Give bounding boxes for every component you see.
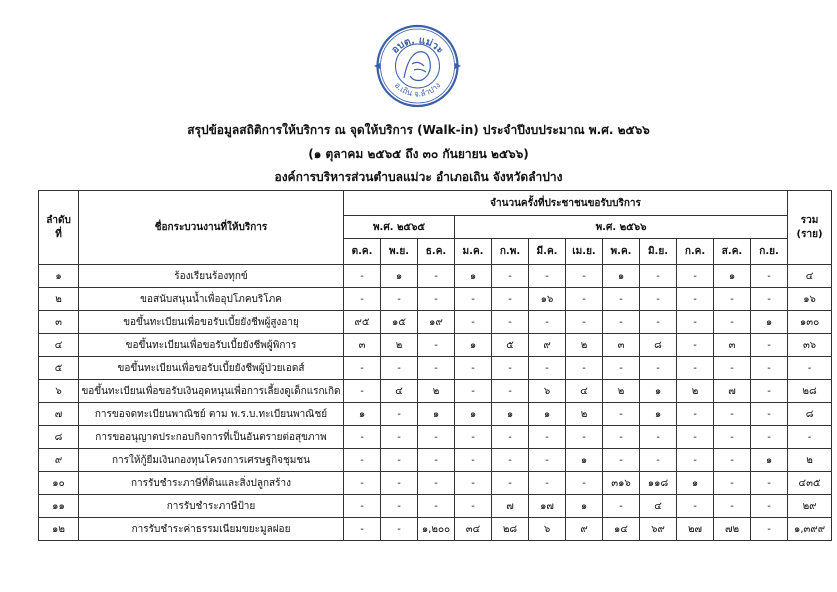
month-count: - bbox=[381, 403, 418, 426]
row-number: ๑ bbox=[39, 265, 79, 288]
month-count: - bbox=[566, 472, 603, 495]
row-total: ๒ bbox=[788, 449, 832, 472]
month-count: - bbox=[344, 426, 381, 449]
month-count: ๒ bbox=[603, 380, 640, 403]
header-month: ก.ค. bbox=[677, 239, 714, 265]
header-month: มิ.ย. bbox=[640, 239, 677, 265]
month-count: ๑๖ bbox=[529, 288, 566, 311]
organization-name: องค์การบริหารส่วนตำบลแม่วะ อำเภอเถิน จังหวัดลำปาง bbox=[274, 170, 563, 184]
report-period: (๑ ตุลาคม ๒๕๖๕ ถึง ๓๐ กันยายน ๒๕๖๖) bbox=[308, 147, 529, 161]
service-name: ขอขึ้นทะเบียนเพื่อขอรับเงินอุดหนุนเพื่อการเลี้ยงดูเด็กแรกเกิด bbox=[79, 380, 344, 403]
month-count: - bbox=[381, 472, 418, 495]
month-count: - bbox=[751, 495, 788, 518]
row-number: ๑๐ bbox=[39, 472, 79, 495]
month-count: - bbox=[751, 472, 788, 495]
month-count: - bbox=[640, 449, 677, 472]
header-month: ม.ค. bbox=[455, 239, 492, 265]
month-count: - bbox=[566, 426, 603, 449]
row-number: ๕ bbox=[39, 357, 79, 380]
header-month: มี.ค. bbox=[529, 239, 566, 265]
month-count: - bbox=[640, 426, 677, 449]
row-number: ๗ bbox=[39, 403, 79, 426]
month-count: - bbox=[344, 472, 381, 495]
month-count: - bbox=[455, 380, 492, 403]
month-count: - bbox=[455, 472, 492, 495]
service-name: ขอขึ้นทะเบียนเพื่อขอรับเบี้ยยังชีพผู้พิการ bbox=[79, 334, 344, 357]
month-count: ๑ bbox=[603, 265, 640, 288]
month-count: ๔ bbox=[640, 495, 677, 518]
table-row bbox=[39, 518, 832, 541]
month-count: - bbox=[381, 357, 418, 380]
month-count: ๑ bbox=[492, 403, 529, 426]
month-count: - bbox=[492, 426, 529, 449]
month-count: ๑ bbox=[455, 403, 492, 426]
month-count: - bbox=[677, 495, 714, 518]
service-name: ขอขึ้นทะเบียนเพื่อขอรับเบี้ยยังชีพผู้สูงอายุ bbox=[79, 311, 344, 334]
header-month: ก.พ. bbox=[492, 239, 529, 265]
month-count: - bbox=[418, 357, 455, 380]
service-name: การให้กู้ยืมเงินกองทุนโครงการเศรษฐกิจชุมชน bbox=[79, 449, 344, 472]
month-count: ๒ bbox=[677, 380, 714, 403]
month-count: ๒ bbox=[566, 403, 603, 426]
month-count: ๑,๒๐๐ bbox=[418, 518, 455, 541]
month-count: - bbox=[751, 334, 788, 357]
service-name: การรับชำระภาษีที่ดินและสิ่งปลูกสร้าง bbox=[79, 472, 344, 495]
row-total: ๑๓๐ bbox=[788, 311, 832, 334]
month-count: ๙๕ bbox=[344, 311, 381, 334]
month-count: - bbox=[344, 380, 381, 403]
service-name: การรับชำระค่าธรรมเนียมขยะมูลฝอย bbox=[79, 518, 344, 541]
month-count: ๙ bbox=[529, 334, 566, 357]
month-count: ๑ bbox=[455, 334, 492, 357]
month-count: - bbox=[640, 357, 677, 380]
month-count: - bbox=[418, 472, 455, 495]
header-count-group: จำนวนครั้งที่ประชาชนขอรับบริการ bbox=[344, 191, 788, 216]
month-count: - bbox=[603, 426, 640, 449]
month-count: - bbox=[677, 403, 714, 426]
month-count: - bbox=[566, 288, 603, 311]
header-service-name: ชื่อกระบวนงานที่ให้บริการ bbox=[79, 191, 344, 265]
month-count: - bbox=[714, 449, 751, 472]
month-count: - bbox=[751, 403, 788, 426]
header-month: ต.ค. bbox=[344, 239, 381, 265]
month-count: ๗๒ bbox=[714, 518, 751, 541]
table-row bbox=[39, 311, 832, 334]
month-count: - bbox=[529, 265, 566, 288]
header-month: เม.ย. bbox=[566, 239, 603, 265]
month-count: - bbox=[455, 288, 492, 311]
month-count: ๘ bbox=[640, 334, 677, 357]
month-count: ๕ bbox=[492, 334, 529, 357]
month-count: - bbox=[677, 288, 714, 311]
month-count: - bbox=[455, 311, 492, 334]
row-number: ๘ bbox=[39, 426, 79, 449]
month-count: - bbox=[344, 495, 381, 518]
row-total: ๘ bbox=[788, 403, 832, 426]
month-count: - bbox=[714, 403, 751, 426]
month-count: - bbox=[714, 288, 751, 311]
row-number: ๖ bbox=[39, 380, 79, 403]
month-count: - bbox=[677, 357, 714, 380]
month-count: ๓ bbox=[344, 334, 381, 357]
row-total: - bbox=[788, 426, 832, 449]
month-count: - bbox=[640, 288, 677, 311]
month-count: ๒ bbox=[566, 334, 603, 357]
month-count: - bbox=[418, 449, 455, 472]
table-row bbox=[39, 288, 832, 311]
header-month: ส.ค. bbox=[714, 239, 751, 265]
month-count: - bbox=[714, 357, 751, 380]
header-month: พ.ค. bbox=[603, 239, 640, 265]
month-count: - bbox=[492, 380, 529, 403]
month-count: - bbox=[714, 495, 751, 518]
month-count: - bbox=[492, 311, 529, 334]
service-name: การรับชำระภาษีป้าย bbox=[79, 495, 344, 518]
month-count: ๙ bbox=[566, 518, 603, 541]
month-count: ๑ bbox=[418, 403, 455, 426]
month-count: - bbox=[418, 334, 455, 357]
month-count: - bbox=[492, 357, 529, 380]
month-count: - bbox=[714, 311, 751, 334]
month-count: ๑ bbox=[566, 449, 603, 472]
month-count: - bbox=[381, 426, 418, 449]
month-count: ๒๗ bbox=[677, 518, 714, 541]
month-count: - bbox=[418, 288, 455, 311]
row-total: - bbox=[788, 357, 832, 380]
month-count: - bbox=[603, 449, 640, 472]
row-total: ๒๙ bbox=[788, 495, 832, 518]
month-count: - bbox=[529, 311, 566, 334]
month-count: ๑๕ bbox=[381, 311, 418, 334]
month-count: - bbox=[677, 449, 714, 472]
month-count: - bbox=[603, 403, 640, 426]
month-count: - bbox=[603, 288, 640, 311]
month-count: - bbox=[677, 334, 714, 357]
header-month: ธ.ค. bbox=[418, 239, 455, 265]
table-row bbox=[39, 449, 832, 472]
month-count: - bbox=[751, 265, 788, 288]
service-name: การขอจดทะเบียนพาณิชย์ ตาม พ.ร.บ.ทะเบียนพาณิชย์ bbox=[79, 403, 344, 426]
month-count: - bbox=[603, 495, 640, 518]
month-count: ๑ bbox=[566, 495, 603, 518]
month-count: - bbox=[529, 357, 566, 380]
month-count: - bbox=[751, 380, 788, 403]
month-count: - bbox=[455, 357, 492, 380]
report-title: สรุปข้อมูลสถิติการให้บริการ ณ จุดให้บริการ (Walk-in) ประจำปีงบประมาณ พ.ศ. ๒๕๖๖ bbox=[187, 123, 650, 137]
month-count: - bbox=[381, 495, 418, 518]
month-count: ๑๔ bbox=[603, 518, 640, 541]
row-number: ๑๒ bbox=[39, 518, 79, 541]
header-no: ลำดับ ที่ bbox=[39, 191, 79, 265]
month-count: - bbox=[751, 357, 788, 380]
month-count: - bbox=[418, 495, 455, 518]
month-count: ๑ bbox=[640, 380, 677, 403]
service-name: ร้องเรียนร้องทุกข์ bbox=[79, 265, 344, 288]
header-total: รวม (ราย) bbox=[788, 191, 832, 265]
table-row bbox=[39, 472, 832, 495]
month-count: - bbox=[381, 449, 418, 472]
month-count: ๗ bbox=[714, 380, 751, 403]
month-count: ๑ bbox=[677, 472, 714, 495]
month-count: ๑ bbox=[714, 265, 751, 288]
header-month: พ.ย. bbox=[381, 239, 418, 265]
row-number: ๒ bbox=[39, 288, 79, 311]
month-count: ๔ bbox=[381, 380, 418, 403]
month-count: ๖ bbox=[529, 380, 566, 403]
table-row bbox=[39, 495, 832, 518]
service-name: ขอขึ้นทะเบียนเพื่อขอรับเบี้ยยังชีพผู้ป่วยเอดส์ bbox=[79, 357, 344, 380]
month-count: - bbox=[381, 518, 418, 541]
month-count: - bbox=[344, 288, 381, 311]
row-total: ๑๖ bbox=[788, 288, 832, 311]
month-count: ๑๑๘ bbox=[640, 472, 677, 495]
month-count: - bbox=[751, 426, 788, 449]
month-count: - bbox=[603, 357, 640, 380]
row-number: ๙ bbox=[39, 449, 79, 472]
month-count: - bbox=[418, 265, 455, 288]
month-count: - bbox=[529, 426, 566, 449]
month-count: ๑ bbox=[640, 403, 677, 426]
month-count: ๖๙ bbox=[640, 518, 677, 541]
month-count: - bbox=[677, 426, 714, 449]
month-count: - bbox=[751, 518, 788, 541]
month-count: - bbox=[492, 472, 529, 495]
month-count: - bbox=[714, 426, 751, 449]
row-number: ๔ bbox=[39, 334, 79, 357]
month-count: - bbox=[529, 449, 566, 472]
header-month: ก.ย. bbox=[751, 239, 788, 265]
seal-top-text: อบต. แม่วะ bbox=[389, 35, 446, 56]
month-count: - bbox=[529, 472, 566, 495]
organization-seal bbox=[370, 20, 465, 112]
table-row bbox=[39, 334, 832, 357]
month-count: - bbox=[714, 472, 751, 495]
month-count: - bbox=[640, 265, 677, 288]
svg-text:อ.เถิน จ.ลำปาง bbox=[393, 81, 443, 99]
row-total: ๔๓๕ bbox=[788, 472, 832, 495]
month-count: ๑๗ bbox=[529, 495, 566, 518]
table-row bbox=[39, 265, 832, 288]
row-total: ๓๖ bbox=[788, 334, 832, 357]
row-total: ๒๘ bbox=[788, 380, 832, 403]
month-count: - bbox=[344, 449, 381, 472]
table-row bbox=[39, 357, 832, 380]
month-count: ๗ bbox=[492, 495, 529, 518]
month-count: ๑ bbox=[344, 403, 381, 426]
month-count: ๒ bbox=[381, 334, 418, 357]
month-count: - bbox=[344, 265, 381, 288]
month-count: - bbox=[455, 449, 492, 472]
month-count: ๓๔ bbox=[455, 518, 492, 541]
month-count: - bbox=[603, 311, 640, 334]
month-count: - bbox=[492, 449, 529, 472]
month-count: - bbox=[381, 288, 418, 311]
table-row bbox=[39, 380, 832, 403]
month-count: - bbox=[344, 518, 381, 541]
month-count: ๓ bbox=[603, 334, 640, 357]
month-count: - bbox=[492, 265, 529, 288]
month-count: - bbox=[455, 495, 492, 518]
month-count: - bbox=[677, 311, 714, 334]
month-count: ๑ bbox=[455, 265, 492, 288]
header-year-2566: พ.ศ. ๒๕๖๖ bbox=[455, 216, 788, 239]
month-count: ๑ bbox=[381, 265, 418, 288]
month-count: - bbox=[677, 265, 714, 288]
month-count: ๑ bbox=[529, 403, 566, 426]
month-count: - bbox=[640, 311, 677, 334]
month-count: - bbox=[418, 426, 455, 449]
month-count: ๒ bbox=[418, 380, 455, 403]
month-count: ๖ bbox=[529, 518, 566, 541]
row-total: ๔ bbox=[788, 265, 832, 288]
month-count: ๓ bbox=[714, 334, 751, 357]
month-count: - bbox=[344, 357, 381, 380]
table-row bbox=[39, 403, 832, 426]
month-count: - bbox=[566, 311, 603, 334]
month-count: - bbox=[566, 357, 603, 380]
service-name: ขอสนับสนุนน้ำเพื่ออุปโภคบริโภค bbox=[79, 288, 344, 311]
month-count: ๔ bbox=[566, 380, 603, 403]
row-number: ๑๑ bbox=[39, 495, 79, 518]
month-count: ๑๙ bbox=[418, 311, 455, 334]
service-name: การขออนุญาตประกอบกิจการที่เป็นอันตรายต่อสุขภาพ bbox=[79, 426, 344, 449]
table-row bbox=[39, 426, 832, 449]
row-number: ๓ bbox=[39, 311, 79, 334]
month-count: - bbox=[455, 426, 492, 449]
month-count: ๒๘ bbox=[492, 518, 529, 541]
month-count: ๑ bbox=[751, 449, 788, 472]
header-year-2565: พ.ศ. ๒๕๖๕ bbox=[344, 216, 455, 239]
service-statistics-table bbox=[38, 190, 832, 541]
month-count: - bbox=[566, 265, 603, 288]
month-count: - bbox=[492, 288, 529, 311]
month-count: ๑ bbox=[751, 311, 788, 334]
seal-bottom-text: อ.เถิน จ.ลำปาง bbox=[392, 80, 443, 99]
row-total: ๑,๓๙๙ bbox=[788, 518, 832, 541]
month-count: - bbox=[751, 288, 788, 311]
month-count: ๓๑๖ bbox=[603, 472, 640, 495]
